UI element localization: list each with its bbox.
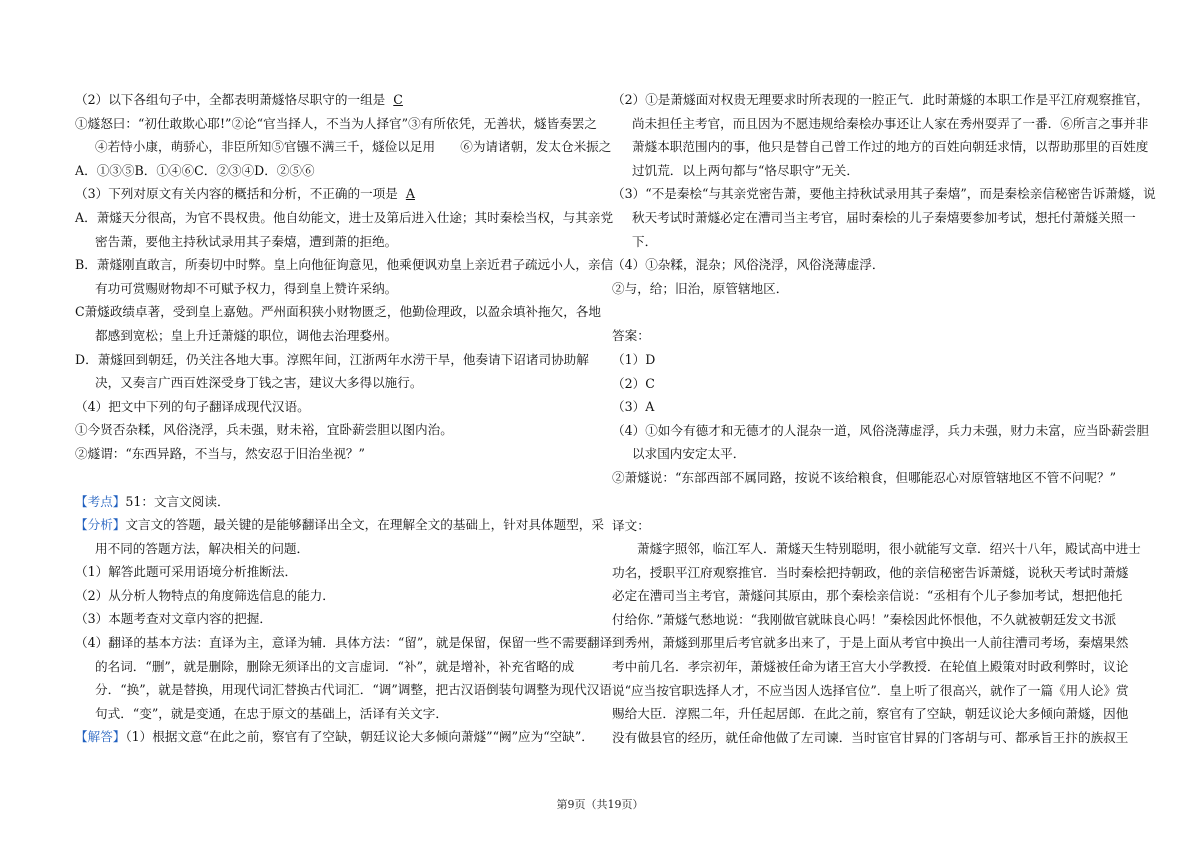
translation-line: 必定在漕司当主考官，萧燧问其原由，那个秦桧亲信说：“丞相有个儿子参加考试，想把他托 bbox=[612, 588, 1123, 604]
translation-line: 付给你．”萧燧气愁地说：“我刚做官就昧良心吗！”秦桧因此怀恨他，不久就被朝廷发文书派 bbox=[612, 611, 1117, 627]
explain-3-cont: 秋天考试时萧燧必定在漕司当主考官，届时秦桧的儿子秦熺要参加考试，想托付萧燧关照一 bbox=[632, 209, 1136, 225]
fenxi-label: 【分析】 bbox=[75, 517, 126, 533]
option-d-cont: 决，又奏言广西百姓深受身丁钱之害，建议大多得以施行。 bbox=[95, 375, 423, 391]
jieda: 【解答】（1）根据文意“在此之前，察官有了空缺，朝廷议论大多倾向萧燧”“阙”应为“空缺”． bbox=[75, 729, 594, 745]
question-3: （3）下列对原文有关内容的概括和分析，不正确的一项是 A bbox=[75, 182, 590, 206]
answer-4-cont: 以求国内安定太平． bbox=[632, 446, 746, 462]
translation-label: 译文： bbox=[612, 517, 650, 533]
kaodian: 【考点】51：文言文阅读． bbox=[75, 493, 230, 509]
option-c: C萧燧政绩卓著，受到皇上嘉勉。严州面积狭小财物匮乏，他勤俭理政，以盈余填补拖欠，各地 bbox=[75, 304, 601, 320]
spacer bbox=[75, 466, 590, 490]
translation-line: 说“应当按官职选择人才，不应当因人选择官位”．皇上听了很高兴，就作了一篇《用人论》赏 bbox=[612, 682, 1129, 698]
fenxi-point-4-cont: 句式．“变”，就是变通，在忠于原文的基础上，活译有关文字． bbox=[95, 705, 448, 721]
fenxi: 【分析】文言文的答题，最关键的是能够翻译出全文，在理解全文的基础上，针对具体题型，采 bbox=[75, 517, 604, 533]
fenxi-point-2: （2）从分析人物特点的角度筛选信息的能力． bbox=[75, 587, 335, 603]
fenxi-point-4-cont: 的名词．“删”，就是删除，删除无须译出的文言虚词．“补”，就是增补，补充省略的成 bbox=[95, 658, 575, 674]
text-line: ④若恃小康，萌骄心，非臣所知⑤官镪不满三千，燧俭以足用 ⑥为请诸朝，发太仓米振之 bbox=[95, 139, 612, 155]
translation-line: 考中前几名．孝宗初年，萧燧被任命为诸王宫大小学教授．在轮值上殿策对时政利弊时，议论 bbox=[612, 659, 1129, 675]
text-line: ①燧怒曰：“初仕敢欺心耶!”②论“官当择人，不当为人择官”③有所依凭，无善状，燧皆奏罢之 bbox=[75, 115, 597, 131]
options-line: A．①③⑤B．①④⑥C．②③④D．②⑤⑥ bbox=[75, 162, 315, 178]
question-2: （2）以下各组句子中，全都表明萧燧恪尽职守的一组是 C bbox=[75, 88, 590, 112]
translation-line: 到秀州，萧燧到那里后考官就多出来了，于是上面从考官中换出一人前往漕司考场，秦熺果然 bbox=[612, 635, 1129, 651]
left-column bbox=[75, 88, 614, 749]
option-b-cont: 有功可赏赐财物却不可赋予权力，得到皇上赞许采纳。 bbox=[95, 280, 398, 296]
explain-4: （4）①杂糅，混杂；风俗浇浮，风俗浇薄虚浮． bbox=[612, 257, 885, 273]
translation-line: 萧燧字照邻，临江军人．萧燧天生特别聪明，很小就能写文章．绍兴十八年，殿试高中进士 bbox=[637, 541, 1141, 557]
option-c-cont: 都感到宽松；皇上升迁萧燧的职位，调他去治理婺州。 bbox=[95, 327, 398, 343]
sentence-1: ①今贤否杂糅，风俗浇浮，兵未强，财未裕，宜卧薪尝胆以图内治。 bbox=[75, 422, 453, 438]
answer-4: （4）①如今有德才和无德才的人混杂一道，风俗浇薄虚浮，兵力未强，财力未富，应当卧薪尝胆 bbox=[612, 422, 1149, 438]
page-footer: 第9页（共19页） bbox=[556, 798, 644, 811]
spacer bbox=[612, 300, 1132, 324]
translation-line: 没有做县官的经历，就任命他做了左司谏．当时宦官甘昪的门客胡与可、都承旨王抃的族叔王 bbox=[612, 729, 1129, 745]
fenxi-point-1: （1）解答此题可采用语境分析推断法． bbox=[75, 564, 298, 580]
question-4: （4）把文中下列的句子翻译成现代汉语。 bbox=[75, 398, 310, 414]
answer-4-cont: ②萧燧说：“东部西部不属同路，按说不该给粮食，但哪能忍心对原管辖地区不管不问呢？” bbox=[612, 469, 1117, 485]
explain-3: （3）“不是秦桧“与其亲党密告萧，要他主持秋试录用其子秦熺”，而是秦桧亲信秘密告诉萧燧，说 bbox=[612, 186, 1156, 202]
explain-4-cont: ②与，给；旧治，原管辖地区． bbox=[612, 280, 789, 296]
answers-label: 答案： bbox=[612, 328, 650, 344]
kaodian-label: 【考点】 bbox=[75, 493, 126, 509]
translation-line: 功名，授职平江府观察推官．当时秦桧把持朝政，他的亲信秘密告诉萧燧，说秋天考试时萧燧 bbox=[612, 564, 1129, 580]
fenxi-point-3: （3）本题考查对文章内容的把握． bbox=[75, 611, 272, 627]
translation-line: 赐给大臣．淳熙二年，升任起居郎．在此之前，察官有了空缺，朝廷议论大多倾向萧燧，因他 bbox=[612, 706, 1129, 722]
explain-2-cont: 萧燧本职范围内的事，他只是替自己曾工作过的地方的百姓向朝廷求情，以帮助那里的百姓度 bbox=[632, 139, 1149, 155]
jieda-label: 【解答】 bbox=[75, 729, 126, 745]
right-column bbox=[612, 88, 1156, 749]
answer-3: （3）A bbox=[612, 399, 655, 415]
answer-blank: C bbox=[393, 92, 403, 107]
fenxi-cont: 用不同的答题方法，解决相关的问题． bbox=[95, 540, 310, 556]
answer-blank: A bbox=[405, 186, 415, 202]
sentence-2: ②燧谓：“东西异路，不当与，然安忍于旧治坐视？” bbox=[75, 445, 365, 461]
option-d: D．萧燧回到朝廷，仍关注各地大事。淳熙年间，江浙两年水涝干旱，他奏请下诏诸司协助解 bbox=[75, 351, 589, 367]
option-b: B．萧燧刚直敢言，所奏切中时弊。皇上向他征询意见，他乘便讽劝皇上亲近君子疏远小人，亲信 bbox=[75, 257, 614, 273]
explain-2-cont: 过饥荒．以上两句都与“恪尽职守”无关． bbox=[632, 162, 859, 178]
spacer bbox=[612, 490, 1132, 514]
answer-2: （2）C bbox=[612, 375, 655, 391]
explain-3-cont: 下． bbox=[632, 233, 658, 249]
fenxi-point-4-cont: 分．“换”，就是替换，用现代词汇替换古代词汇．“调”调整，把古汉语倒装句调整为现代汉语 bbox=[95, 682, 612, 698]
fenxi-point-4: （4）翻译的基本方法：直译为主，意译为辅．具体方法：“留”，就是保留，保留一些不需要翻译 bbox=[75, 635, 613, 651]
option-a: A．萧燧天分很高，为官不畏权贵。他自幼能文，进士及第后进入仕途；其时秦桧当权，与其亲党 bbox=[75, 209, 614, 225]
explain-2: （2）①是萧燧面对权贵无理要求时所表现的一腔正气．此时萧燧的本职工作是平江府观察推官， bbox=[612, 92, 1149, 107]
option-a-cont: 密告萧，要他主持秋试录用其子秦熺，遭到萧的拒绝。 bbox=[95, 233, 398, 249]
answer-1: （1）D bbox=[612, 351, 656, 367]
explain-2-cont: 尚未担任主考官，而且因为不愿违规给秦桧办事还让人家在秀州耍弄了一番．⑥所言之事并非 bbox=[632, 115, 1149, 131]
